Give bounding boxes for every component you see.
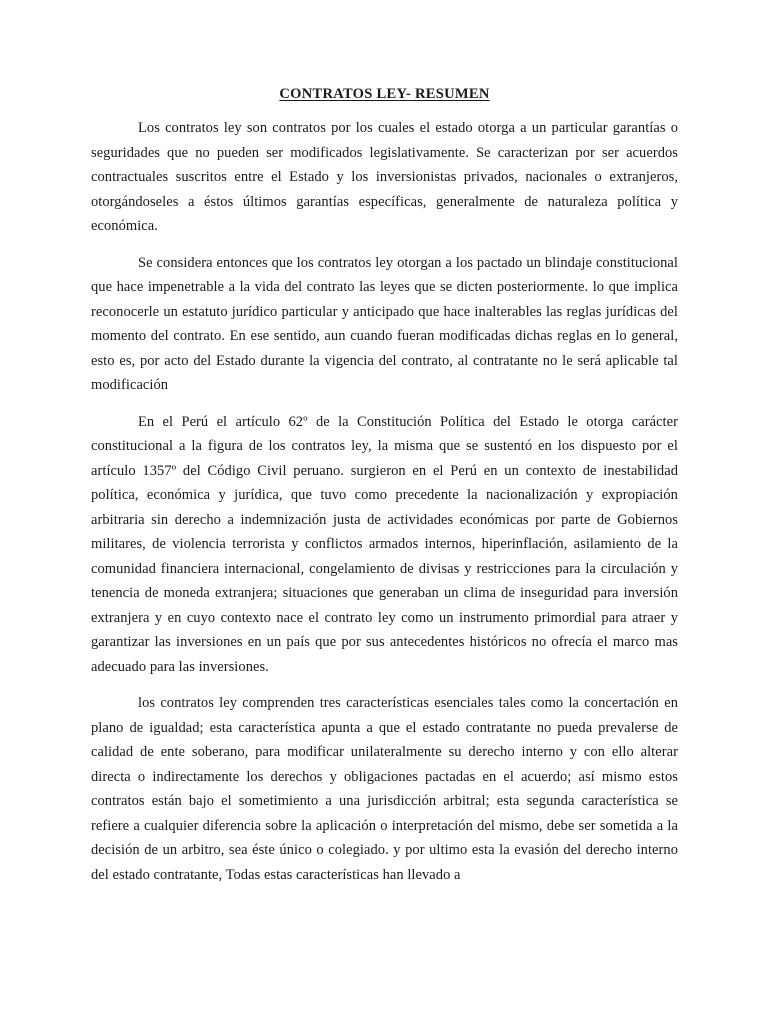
document-page	[91, 84, 678, 899]
paragraph-constitutional-shield: Se considera entonces que los contratos ley otorgan a los pactado un blindaje constitucional que hace impenetrable a la vida del contrato las leyes que se dicten posteriormente. lo que implica reconocerle un estatuto jurídico particular y anticipado que hace inalterables las reglas jurídicas del momento del contrato. En ese sentido, aun cuando fueran modificadas dichas reglas en lo general, esto es, por acto del Estado durante la vigencia del contrato, al contratante no le será aplicable tal modificación	[91, 254, 678, 393]
paragraph-definition: Los contratos ley son contratos por los cuales el estado otorga a un particular garantías o seguridades que no pueden ser modificados legislativamente. Se caracterizan por ser acuerdos contractuales suscritos entre el Estado y los inversionistas privados, nacionales o extranjeros, otorgándoseles a éstos últimos garantías específicas, generalmente de naturaleza política y económica.	[91, 120, 678, 234]
document-title: CONTRATOS LEY- RESUMEN	[279, 86, 490, 102]
paragraph-characteristics: los contratos ley comprenden tres características esenciales tales como la concertación en plano de igualdad; esta característica apunta a que el estado contratante no pueda prevalerse de calidad de ente soberano, para modificar unilateralmente su derecho interno y con ello alterar directa o indirectamente los derechos y obligaciones pactadas en el acuerdo; así mismo estos contratos están bajo el sometimiento a una jurisdicción arbitral; esta segunda característica se refiere a cualquier diferencia sobre la aplicación o interpretación del mismo, debe ser sometida a la decisión de un arbitro, sea éste único o colegiado. y por ultimo esta la evasión del derecho interno del estado contratante, Todas estas características han llevado a	[91, 695, 678, 883]
paragraph-peru-context: En el Perú el artículo 62º de la Constitución Política del Estado le otorga carácter constitucional a la figura de los contratos ley, la misma que se sustentó en los dispuesto por el artículo 1357º del Código Civil peruano. surgieron en el Perú en un contexto de inestabilidad política, económica y jurídica, que tuvo como precedente la nacionalización y expropiación arbitraria sin derecho a indemnización justa de actividades económicas por parte de Gobiernos militares, de violencia terrorista y conflictos armados internos, hiperinflación, asilamiento de la comunidad financiera internacional, congelamiento de divisas y restricciones para la circulación y tenencia de moneda extranjera; situaciones que generaban un clima de inseguridad para inversión extranjera y en cuyo contexto nace el contrato ley como un instrumento primordial para atraer y garantizar las inversiones en un país que por sus antecedentes históricos no ofrecía el marco mas adecuado para las inversiones.	[91, 413, 678, 675]
